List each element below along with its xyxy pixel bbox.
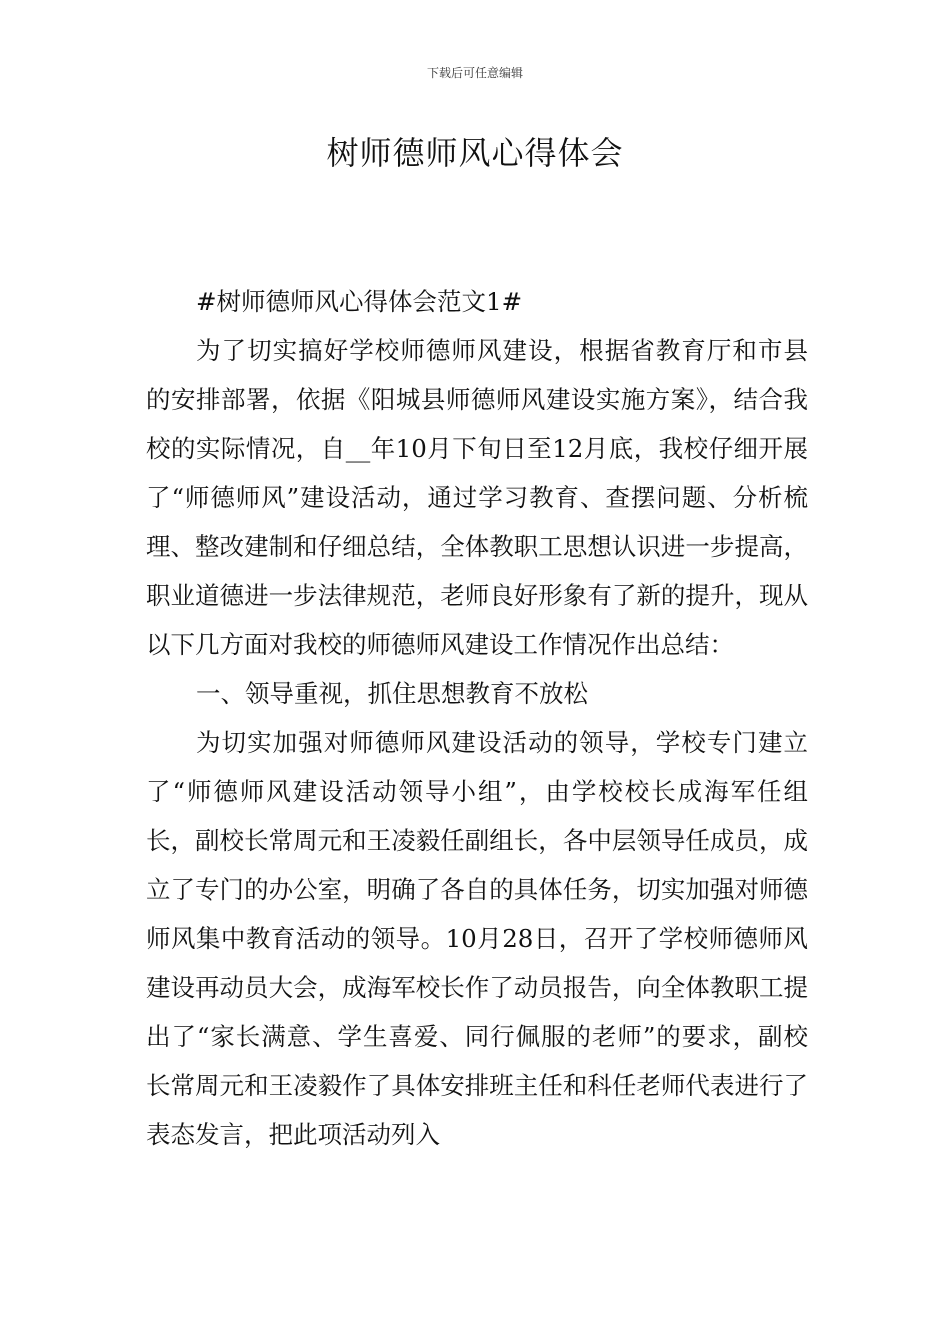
section-heading-paragraph: #树师德师风心得体会范文1# — [196, 287, 523, 316]
subheading-paragraph: 一、领导重视，抓住思想教育不放松 — [196, 679, 588, 708]
document-body — [146, 277, 808, 1159]
page-header-note: 下载后可任意编辑 — [426, 66, 523, 80]
intro-paragraph: 为了切实搞好学校师德师风建设，根据省教育厅和市县的安排部署，依据《阳城县师德师风建设实施方案》，结合我校的实际情况，自__年10月下旬日至12月底，我校仔细开展了“师德师风”建设活动，通过学习教育、查摆问题、分析梳理、整改建制和仔细总结，全体教职工思想认识进一步提高，职业道德进一步法律规范，老师良好形象有了新的提升，现从以下几方面对我校的师德师风建设工作情况作出总结： — [146, 336, 808, 659]
body-paragraph: 为切实加强对师德师风建设活动的领导，学校专门建立了“师德师风建设活动领导小组”，由学校校长成海军任组长，副校长常周元和王凌毅任副组长，各中层领导任成员，成立了专门的办公室，明确了各自的具体任务，切实加强对师德师风集中教育活动的领导。10月28日，召开了学校师德师风建设再动员大会，成海军校长作了动员报告，向全体教职工提出了“家长满意、学生喜爱、同行佩服的老师”的要求，副校长常周元和王凌毅作了具体安排班主任和科任老师代表进行了表态发言，把此项活动列入 — [146, 728, 808, 1149]
document-title: 树师德师风心得体会 — [326, 134, 624, 172]
